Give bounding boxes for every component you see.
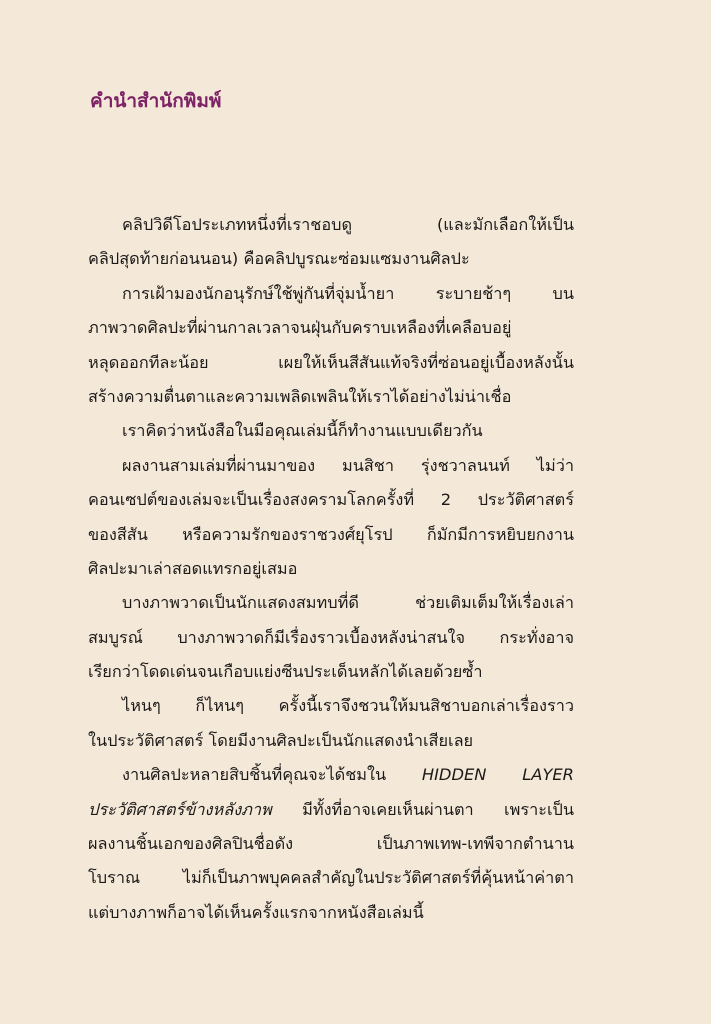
text-line: ผลงานสามเล่มที่ผ่านมาของ มนสิชา รุ่งชวาลนนท์ ไม่ว่า: [122, 455, 574, 475]
preface-body: [88, 208, 574, 930]
text-line-with-book-title: [88, 758, 574, 792]
text-line: ไหนๆ ก็ไหนๆ ครั้งนี้เราจึงชวนให้มนสิชาบอกเล่าเรื่องราว: [122, 696, 574, 716]
text-line: คลิปสุดท้ายก่อนนอน) คือคลิปบูรณะซ่อมแซมงานศิลปะ: [88, 249, 470, 269]
text-line: หลุดออกทีละน้อย เผยให้เห็นสีสันแท้จริงที่ซ่อนอยู่เบื้องหลังนั้น: [88, 352, 574, 372]
text-line: ศิลปะมาเล่าสอดแทรกอยู่เสมอ: [88, 558, 298, 578]
text-line: โบราณ ไม่ก็เป็นภาพบุคคลสำคัญในประวัติศาสตร์ที่คุ้นหน้าค่าตา: [88, 868, 574, 888]
text-line: การเฝ้ามองนักอนุรักษ์ใช้พู่กันที่จุ่มน้ำยา ระบายช้าๆ บน: [122, 283, 574, 303]
text-line: สมบูรณ์ บางภาพวาดก็มีเรื่องราวเบื้องหลังน่าสนใจ กระทั่งอาจ: [88, 627, 574, 647]
text-line: คอนเซปต์ของเล่มจะเป็นเรื่องสงครามโลกครั้งที่ 2 ประวัติศาสตร์: [88, 490, 574, 510]
book-title-thai: ประวัติศาสตร์ข้างหลังภาพ: [88, 799, 272, 819]
text-line: แต่บางภาพก็อาจได้เห็นครั้งแรกจากหนังสือเล่มนี้: [88, 902, 424, 922]
text-line: คลิปวิดีโอประเภทหนึ่งที่เราชอบดู (และมักเลือกให้เป็น: [122, 215, 574, 234]
text-segment: มีทั้งที่อาจเคยเห็นผ่านตา เพราะเป็น: [271, 799, 574, 819]
text-line: ของสีสัน หรือความรักของราชวงศ์ยุโรป ก็มักมีการหยิบยกงาน: [88, 524, 574, 544]
book-title-english: HIDDEN LAYER: [421, 765, 574, 785]
text-line-with-book-title: [88, 793, 574, 827]
text-segment: งานศิลปะหลายสิบชิ้นที่คุณจะได้ชมใน: [122, 765, 422, 785]
text-line: เราคิดว่าหนังสือในมือคุณเล่มนี้ก็ทำงานแบบเดียวกัน: [122, 421, 483, 441]
text-line: สร้างความตื่นตาและความเพลิดเพลินให้เราได้อย่างไม่น่าเชื่อ: [88, 386, 512, 406]
text-line: ในประวัติศาสตร์ โดยมีงานศิลปะเป็นนักแสดงนำเสียเลย: [88, 730, 474, 750]
text-line: ภาพวาดศิลปะที่ผ่านกาลเวลาจนฝุ่นกับคราบเหลืองที่เคลือบอยู่: [88, 318, 512, 338]
text-line: เรียกว่าโดดเด่นจนเกือบแย่งซีนประเด็นหลักได้เลยด้วยซ้ำ: [88, 662, 483, 682]
text-line: ผลงานชิ้นเอกของศิลปินชื่อดัง เป็นภาพเทพ-เทพีจากตำนาน: [88, 834, 574, 854]
text-line: บางภาพวาดเป็นนักแสดงสมทบที่ดี ช่วยเติมเต็มให้เรื่องเล่า: [122, 593, 574, 613]
chapter-heading: คำนำสำนักพิมพ์: [90, 90, 222, 112]
